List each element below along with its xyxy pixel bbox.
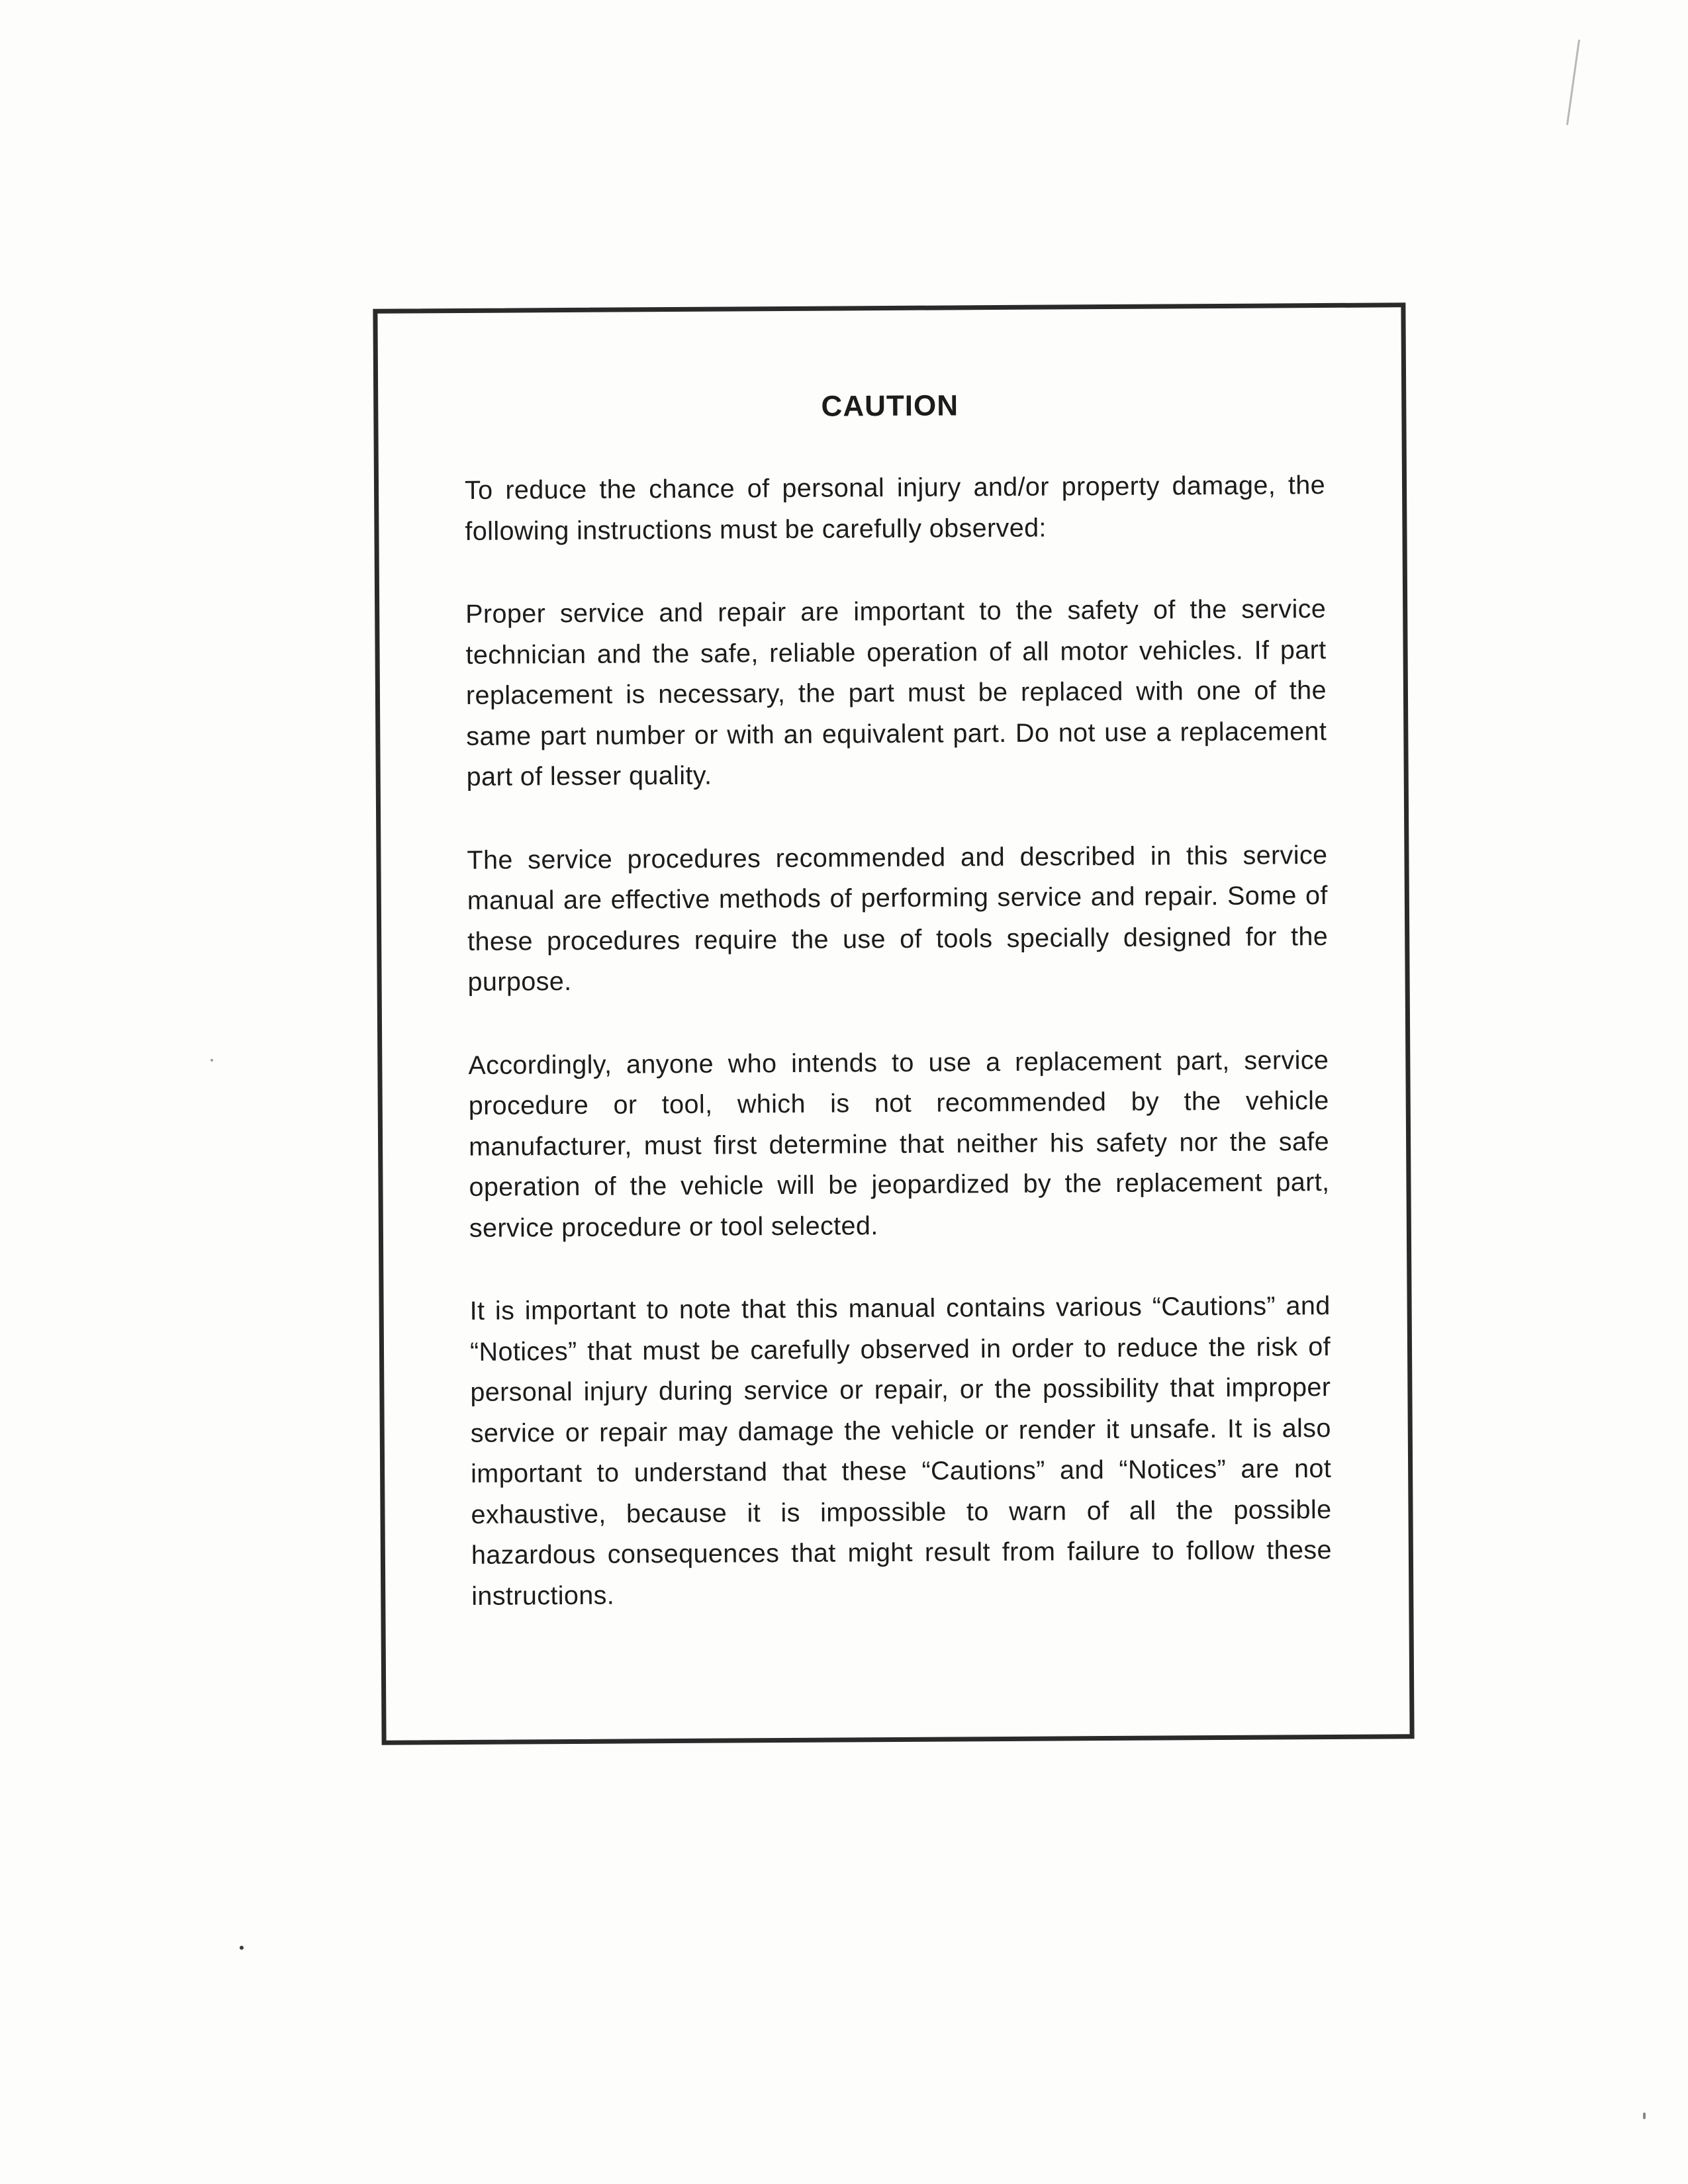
caution-paragraph-service-procedures: The service procedures recommended and described in this service manual are effective methods of performing service and repair. Some of these procedures require the use of tools specially designed for the purpose. — [467, 840, 1329, 997]
caution-paragraph-accordingly: Accordingly, anyone who intends to use a replacement part, service procedure or tool, which is not recommended by the vehicle manufacturer, must first determine that neither his safety nor the safe operation of the vehicle will be jeopardized by the replacement part, service procedure or tool selected. — [468, 1045, 1330, 1243]
scan-speck — [211, 1059, 213, 1062]
scan-speck — [1643, 2113, 1646, 2119]
caution-paragraph-proper-service: Proper service and repair are important to the safety of the service technician and the safe, reliable operation of all motor vehicles. If part replacement is necessary, the part must be replaced with one of the same part number or with an equivalent part. Do not use a replacement part of lesser quality. — [465, 594, 1327, 792]
scan-speck — [240, 1946, 244, 1950]
caution-paragraph-intro: To reduce the chance of personal injury and/or property damage, the following instructions must be carefully observed: — [464, 471, 1326, 546]
caution-body — [465, 465, 1333, 1617]
caution-title: CAUTION — [821, 389, 959, 423]
caution-box — [373, 302, 1414, 1745]
caution-paragraph-cautions-notices: It is important to note that this manual contains various “Cautions” and “Notices” that must be carefully observed in order to reduce the risk of personal injury during service or repair, or the possibility that improper service or repair may damage the vehicle or render it unsafe. It is also important to understand that these “Cautions” and “Notices” are not exhaustive, because it is impossible to warn of all the possible hazardous consequences that might result from failure to follow these instructions. — [469, 1291, 1333, 1611]
page-edge-mark — [1566, 40, 1585, 126]
